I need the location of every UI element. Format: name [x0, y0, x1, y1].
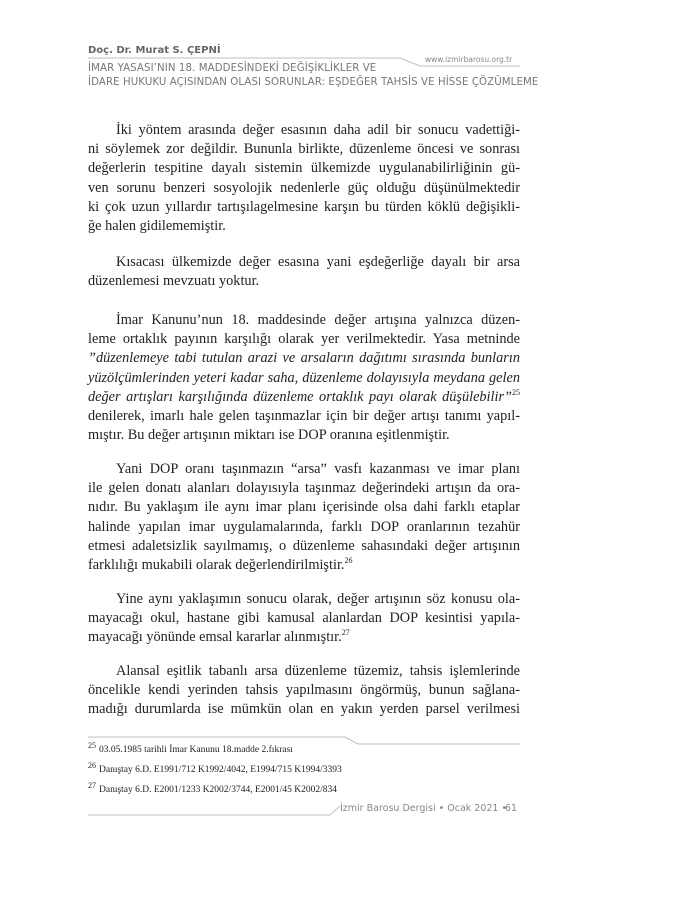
- quoted-text-line: yüzölçümlerinden yeteri kadar saha, düzenleme dolayısıyla meydana gelen: [88, 369, 520, 386]
- quoted-text-line: [88, 388, 520, 407]
- text-line: halinde yapılan imar uygulamalarında, farklı DOP oranlarının tezahür: [88, 518, 520, 535]
- footnote-ref-26[interactable]: 26: [344, 555, 353, 565]
- text-line: ile gelen donatı alanları dolayısıyla taşınmaz değerindeki artışın da ora-: [88, 480, 520, 497]
- footnote-ref-27[interactable]: 27: [341, 628, 350, 638]
- quoted-text: değer artışları karşılığında düzenleme ortaklık payı olarak düşülebilir”: [88, 388, 512, 405]
- footnote-number: 27: [88, 781, 96, 790]
- text-line: öncelikle kendi yerinden tahsis yapılmasını öngörmüş, bunun sağlana-: [88, 682, 520, 699]
- article-title-line-1: İMAR YASASI’NIN 18. MADDESİNDEKİ DEĞİŞİKLİKLER VE: [88, 63, 377, 74]
- page-number: 61: [505, 803, 518, 814]
- footnote-25: [88, 741, 293, 755]
- text-line: İmar Kanunu’nun 18. maddesinde değer artışına yalnızca düzen-: [116, 312, 520, 328]
- paragraph-5: [88, 590, 520, 648]
- journal-footer: İzmir Barosu Dergisi • Ocak 2021 •: [340, 803, 508, 814]
- paragraph-4: [88, 460, 520, 575]
- text: farklılığı mukabili olarak değerlendirilmiştir.: [88, 556, 345, 573]
- quoted-text-line: ”düzenlemeye tabi tutulan arazi ve arsaların dağıtımı sırasında bunların: [88, 350, 520, 367]
- footnote-ref-25[interactable]: 25: [512, 387, 520, 397]
- text-line: Yine aynı yaklaşımın sonucu olarak, değer artışının söz konusu ola-: [116, 591, 520, 607]
- paragraph-3: [88, 311, 520, 445]
- text-line: Yani DOP oranı taşınmazın “arsa” vasfı kazanması ve imar planı: [116, 461, 520, 477]
- text-line: denilerek, imarlı hale gelen taşınmazlar için bir değer artışı tanımı yapıl-: [88, 407, 520, 424]
- text-line: Kısacası ülkemizde değer esasına yani eşdeğerliğe dayalı bir arsa: [116, 254, 520, 270]
- text-line: nıdır. Bu yaklaşım ile aynı imar planı içerisinde olsa dahi farklı etaplar: [88, 499, 520, 516]
- website-link[interactable]: www.izmirbarosu.org.tr: [425, 55, 513, 64]
- footnote-26: [88, 761, 342, 775]
- footnote-number: 25: [88, 741, 96, 750]
- text-line: [88, 556, 520, 575]
- footnote-27: [88, 781, 338, 795]
- text-line: mıştır. Bu değer artışının miktarı ise DOP oranına eşitlenmiştir.: [88, 427, 450, 444]
- text-line: etmesi adaletsizlik sayılmamış, o düzenleme sahasındaki değer artışının: [88, 537, 520, 554]
- footnote-text: 03.05.1985 tarihli İmar Kanunu 18.madde 2.fıkrası: [99, 745, 293, 755]
- text-line: değerlerin tespitine dayalı sistemin ülkemizde uygulanabilirliğinin gü-: [88, 160, 520, 177]
- text-line: ni söylemek zor değildir. Bununla birlikte, düzenleme öncesi ve sonrası: [88, 141, 520, 158]
- text-line: ğe halen gidilememiştir.: [88, 217, 226, 234]
- paragraph-2: [88, 253, 520, 291]
- footnote-text: Danıştay 6.D. E2001/1233 K2002/3744, E2001/45 K2002/834: [99, 785, 338, 795]
- paragraph-6: [88, 662, 520, 720]
- paragraph-1: [88, 121, 520, 236]
- text-line: [88, 628, 520, 647]
- text-line: ki çok uzun yıllardır tartışılagelmesine karşın bu türden köklü değişikli-: [88, 198, 520, 215]
- author-name: Doç. Dr. Murat S. ÇEPNİ: [88, 45, 221, 56]
- footnote-text: Danıştay 6.D. E1991/712 K1992/4042, E1994/715 K1994/3393: [99, 765, 342, 775]
- text-line: düzenlemesi mevzuatı yoktur.: [88, 273, 260, 290]
- text-line: mayacağı okul, hastane gibi kamusal alanlardan DOP kesintisi yapıla-: [88, 610, 520, 627]
- article-title-line-2: İDARE HUKUKU AÇISINDAN OLASI SORUNLAR: EŞDEĞER TAHSİS VE HİSSE ÇÖZÜMLEME: [88, 77, 539, 88]
- text-line: İki yöntem arasında değer esasının daha adil bir sonucu vadettiği-: [116, 122, 520, 138]
- text: mayacağı yönünde emsal kararlar alınmıştır.: [88, 629, 342, 646]
- text-line: ven sorunu benzeri sosyolojik nedenlerle güç olduğu düşünülmektedir: [88, 179, 520, 196]
- text-line: Alansal eşitlik tabanlı arsa düzenleme tüzemiz, tahsis işlemlerinde: [116, 663, 520, 679]
- text-line: leme ortaklık payının karşılığı olarak yer verilmektedir. Yasa metninde: [88, 331, 520, 348]
- footnote-number: 26: [88, 761, 96, 770]
- text-line: madığı durumlarda ise mümkün olan en yakın yerden parsel verilmesi: [88, 701, 520, 718]
